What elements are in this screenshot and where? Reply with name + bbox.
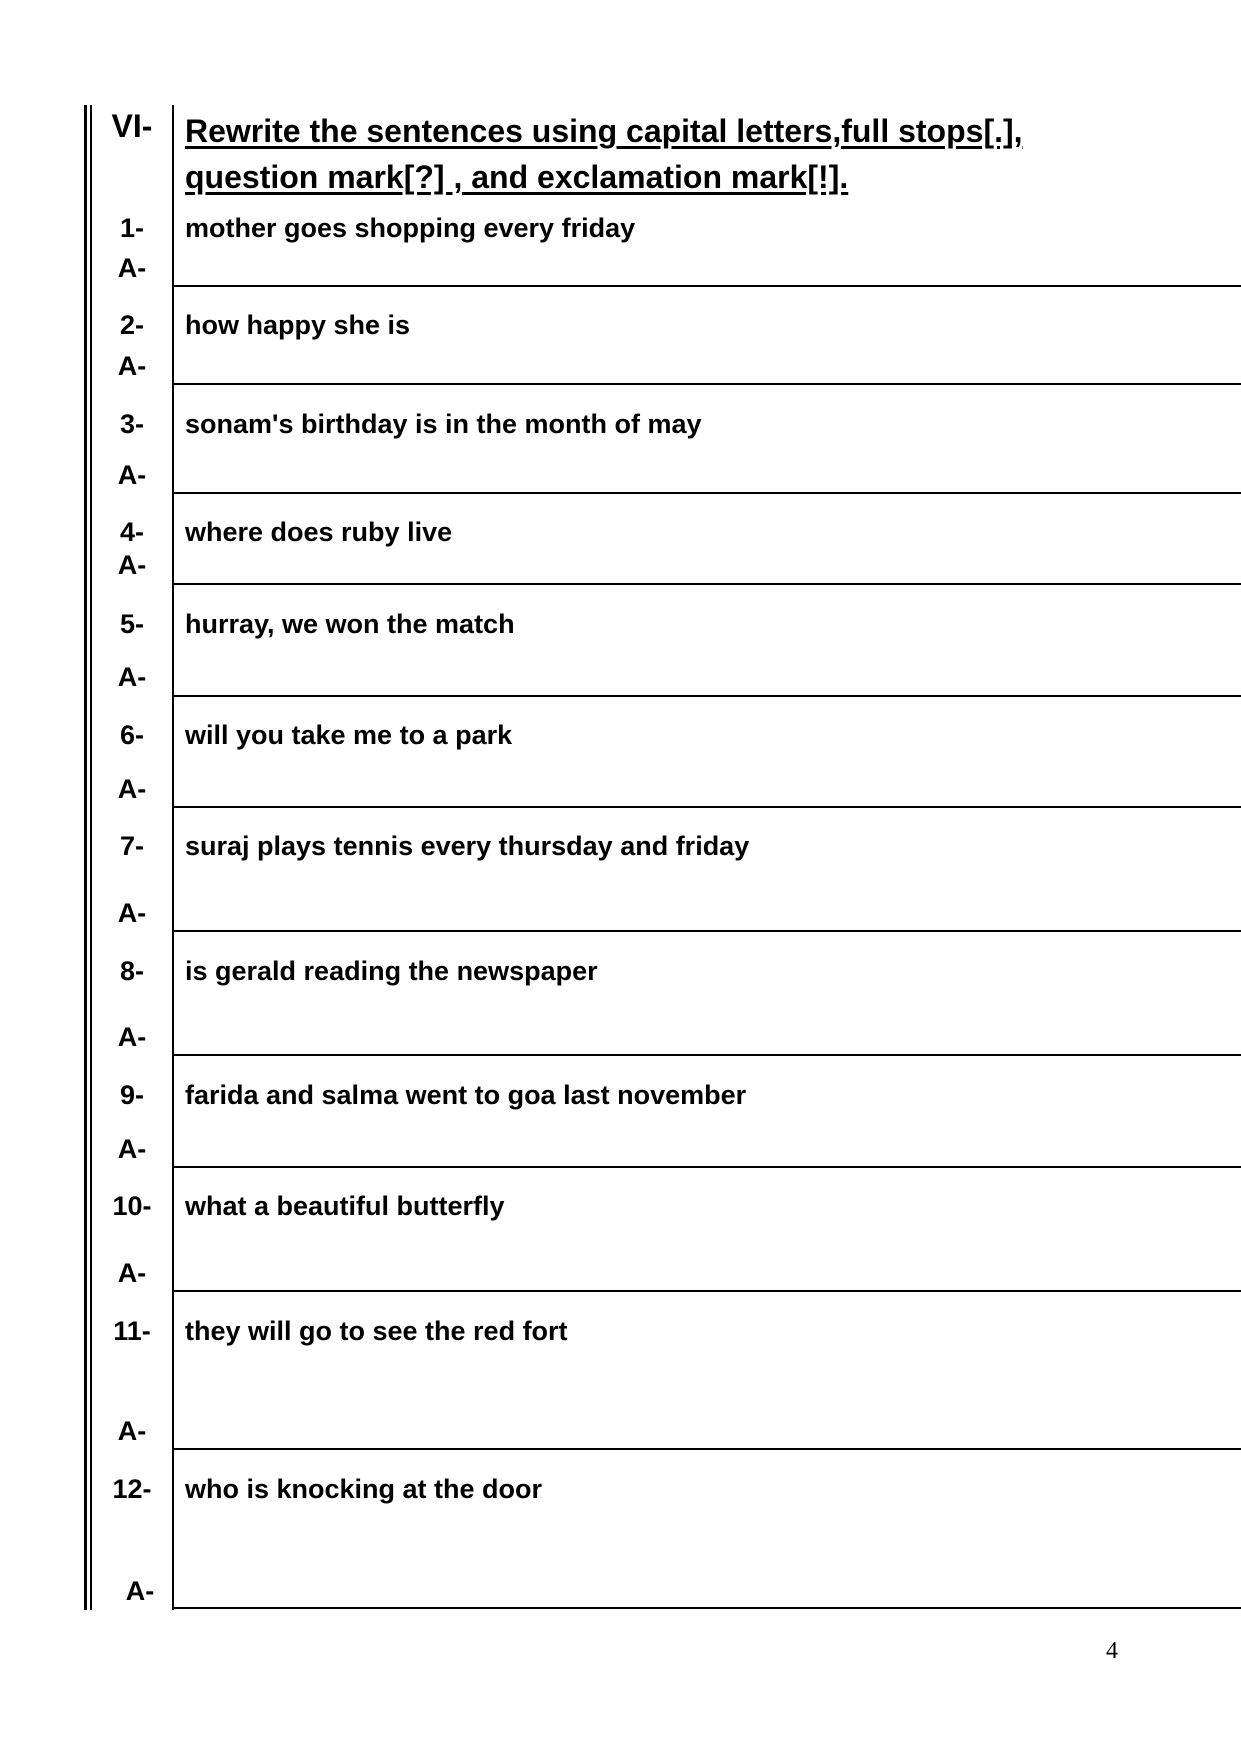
section-numeral: VI- xyxy=(111,108,153,144)
question-number: 4- xyxy=(119,517,144,547)
instruction-line-2: question mark[?] , and exclamation mark[!]. xyxy=(185,159,849,195)
question-number: 5- xyxy=(119,609,144,639)
answer-line[interactable] xyxy=(173,583,1241,585)
question-number: 7- xyxy=(119,831,144,861)
question-text: suraj plays tennis every thursday and friday xyxy=(185,831,750,861)
question-text: farida and salma went to goa last november xyxy=(185,1080,747,1110)
answer-line[interactable] xyxy=(173,492,1241,494)
answer-label: A- xyxy=(117,662,147,692)
instruction-line-1: Rewrite the sentences using capital letters,full stops[.], xyxy=(185,113,1023,149)
answer-label: A- xyxy=(117,898,147,928)
answer-label: A- xyxy=(125,1576,155,1606)
question-number: 12- xyxy=(112,1474,152,1504)
section-instruction xyxy=(185,108,1023,200)
answer-label: A- xyxy=(117,460,147,490)
answer-label: A- xyxy=(117,1022,147,1052)
question-text: hurray, we won the match xyxy=(185,609,515,639)
answer-line[interactable] xyxy=(173,383,1241,385)
question-number: 2- xyxy=(119,310,144,340)
answer-label: A- xyxy=(117,253,147,283)
answer-line[interactable] xyxy=(173,1607,1241,1609)
question-number: 9- xyxy=(119,1080,144,1110)
question-number: 6- xyxy=(119,720,144,750)
question-number: 1- xyxy=(119,213,144,243)
answer-label: A- xyxy=(117,1134,147,1164)
answer-line[interactable] xyxy=(173,930,1241,932)
question-text: they will go to see the red fort xyxy=(185,1316,568,1346)
question-number: 8- xyxy=(119,956,144,986)
question-text: mother goes shopping every friday xyxy=(185,213,636,243)
question-text: who is knocking at the door xyxy=(185,1474,543,1504)
answer-label: A- xyxy=(117,1416,147,1446)
question-text: is gerald reading the newspaper xyxy=(185,956,598,986)
answer-line[interactable] xyxy=(173,285,1241,287)
answer-line[interactable] xyxy=(173,1290,1241,1292)
answer-line[interactable] xyxy=(173,1166,1241,1168)
question-number: 10- xyxy=(112,1191,152,1221)
question-text: where does ruby live xyxy=(185,517,453,547)
answer-label: A- xyxy=(117,550,147,580)
answer-line[interactable] xyxy=(173,1448,1241,1450)
question-number: 11- xyxy=(113,1316,151,1346)
answer-label: A- xyxy=(117,351,147,381)
question-text: how happy she is xyxy=(185,310,411,340)
question-text: will you take me to a park xyxy=(185,720,513,750)
answer-line[interactable] xyxy=(173,1054,1241,1056)
question-number: 3- xyxy=(119,409,144,439)
answer-label: A- xyxy=(117,1258,147,1288)
answer-label: A- xyxy=(117,774,147,804)
answer-line[interactable] xyxy=(173,695,1241,697)
column-divider xyxy=(172,105,174,1610)
answer-line[interactable] xyxy=(173,806,1241,808)
page-number: 4 xyxy=(1106,1638,1118,1664)
question-text: what a beautiful butterfly xyxy=(185,1191,505,1221)
question-text: sonam's birthday is in the month of may xyxy=(185,409,702,439)
border-line-outer xyxy=(84,105,87,1610)
